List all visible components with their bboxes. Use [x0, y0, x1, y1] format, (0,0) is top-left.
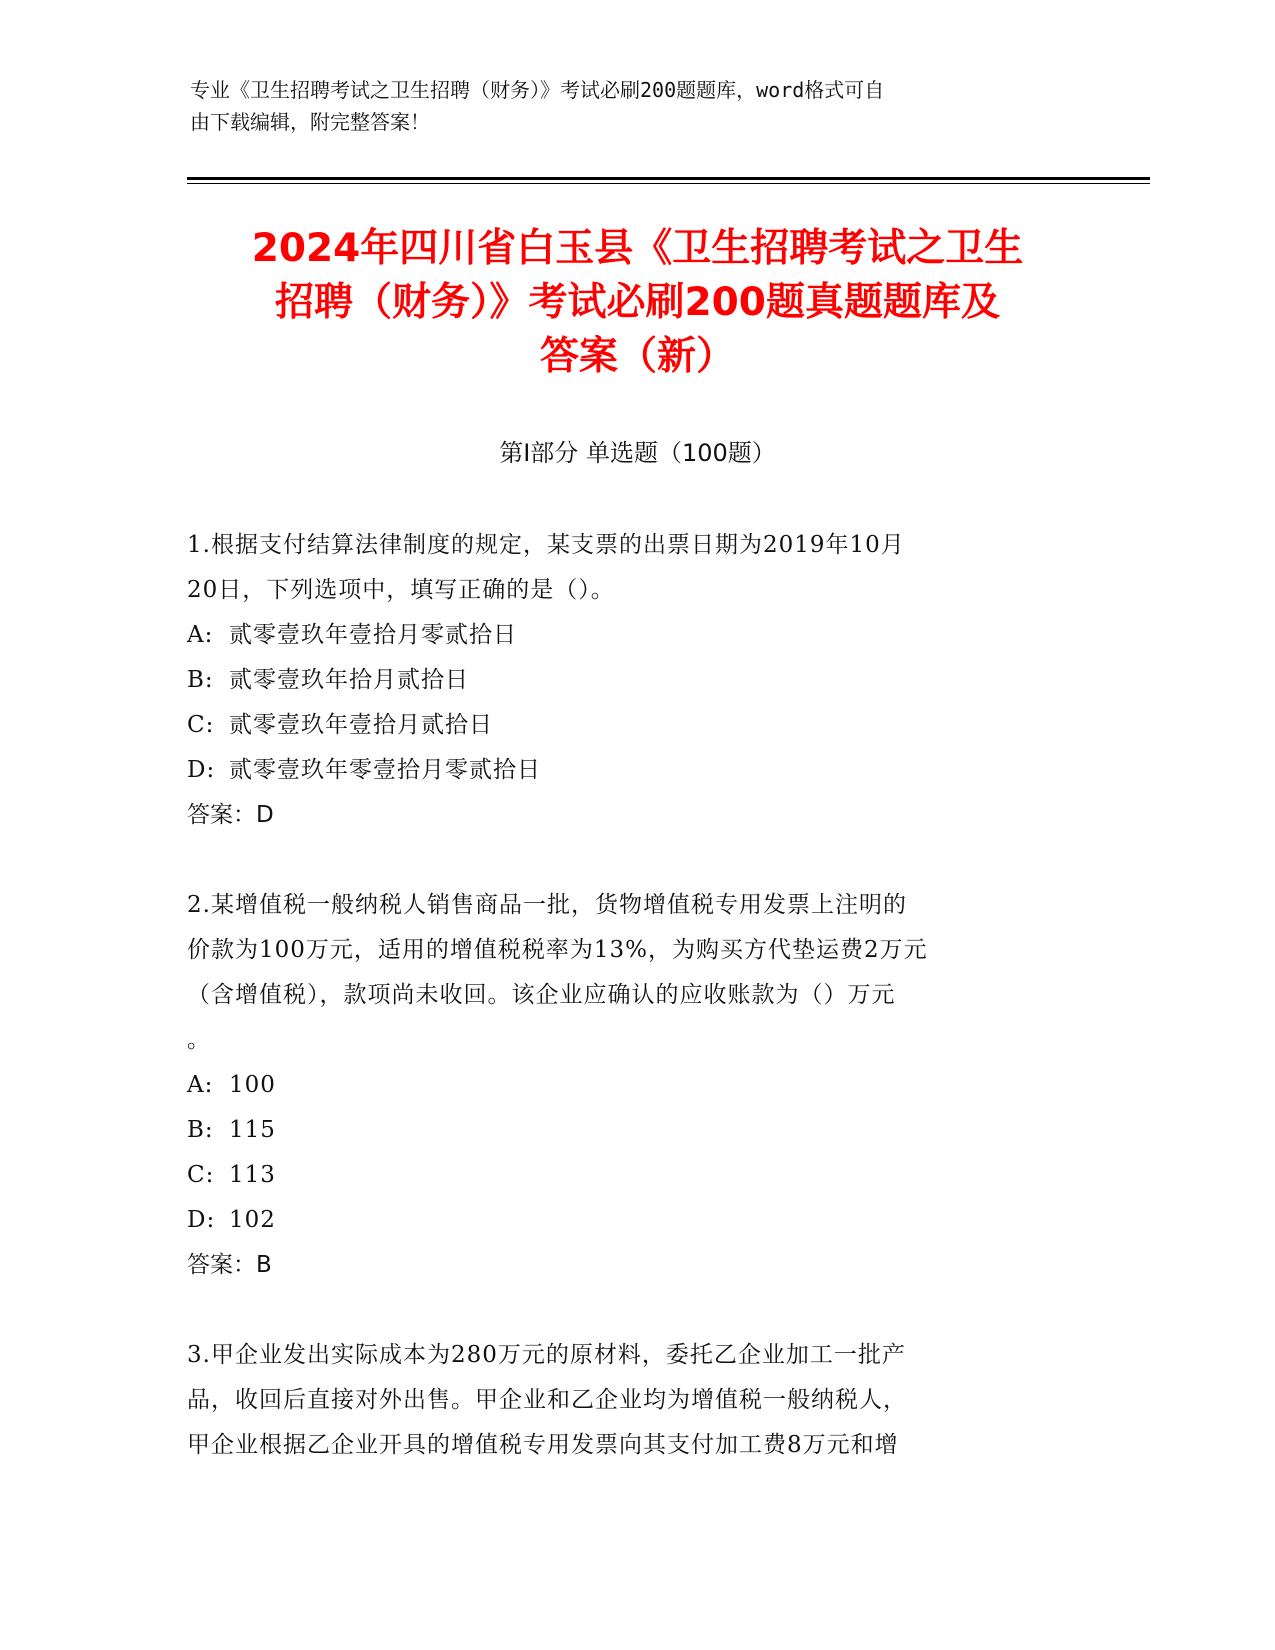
option-label: C: [187, 1162, 215, 1188]
question-1 [187, 523, 1087, 838]
question-text-line: 。 [187, 1027, 211, 1053]
option-text: 100 [229, 1072, 276, 1098]
title-line: 招聘（财务）》考试必刷200题真题题库及 [275, 280, 1000, 325]
option-b [187, 1108, 1087, 1153]
question-text-line: 3.甲企业发出实际成本为280万元的原材料，委托乙企业加工一批产 [187, 1342, 906, 1368]
intro-paragraph [190, 74, 1070, 138]
option-text: 贰零壹玖年零壹拾月零贰拾日 [229, 757, 541, 783]
option-c [187, 703, 1087, 748]
question-text-line: 20日，下列选项中，填写正确的是（）。 [187, 577, 615, 603]
option-text: 贰零壹玖年壹拾月零贰拾日 [229, 622, 517, 648]
question-3 [187, 1333, 1087, 1468]
option-d [187, 1198, 1087, 1243]
question-text-line: 品，收回后直接对外出售。甲企业和乙企业均为增值税一般纳税人， [187, 1387, 907, 1413]
option-b [187, 658, 1087, 703]
option-label: A: [187, 622, 214, 648]
question-text-line: 1.根据支付结算法律制度的规定，某支票的出票日期为2019年10月 [187, 532, 905, 558]
question-list [187, 523, 1087, 1513]
option-label: D: [187, 1207, 216, 1233]
option-label: C: [187, 712, 215, 738]
option-text: 102 [229, 1207, 276, 1233]
question-text-line: （含增值税），款项尚未收回。该企业应确认的应收账款为（）万元 [187, 982, 896, 1008]
option-text: 贰零壹玖年拾月贰拾日 [229, 667, 469, 693]
header-rule-thin [187, 183, 1150, 184]
section-heading: 第Ⅰ部分 单选题（100题） [499, 439, 776, 467]
option-label: B: [187, 667, 214, 693]
option-text: 115 [229, 1117, 276, 1143]
option-label: B: [187, 1117, 214, 1143]
header-rule-thick [187, 177, 1150, 180]
option-d [187, 748, 1087, 793]
title-line: 2024年四川省白玉县《卫生招聘考试之卫生 [251, 226, 1024, 271]
question-text-line: 价款为100万元，适用的增值税税率为13%，为购买方代垫运费2万元 [187, 937, 928, 963]
intro-line: 由下载编辑，附完整答案！ [190, 110, 430, 134]
option-a [187, 1063, 1087, 1108]
title-line: 答案（新） [539, 334, 735, 379]
option-c [187, 1153, 1087, 1198]
option-label: A: [187, 1072, 214, 1098]
option-text: 113 [229, 1162, 276, 1188]
document-title [150, 222, 1125, 384]
option-label: D: [187, 757, 216, 783]
answer: 答案：D [187, 802, 274, 828]
option-text: 贰零壹玖年壹拾月贰拾日 [229, 712, 493, 738]
question-text-line: 甲企业根据乙企业开具的增值税专用发票向其支付加工费8万元和增 [187, 1432, 899, 1458]
option-a [187, 613, 1087, 658]
intro-line: 专业《卫生招聘考试之卫生招聘（财务）》考试必刷200题题库，word格式可自 [190, 78, 885, 102]
question-2 [187, 883, 1087, 1288]
question-text-line: 2.某增值税一般纳税人销售商品一批，货物增值税专用发票上注明的 [187, 892, 907, 918]
answer: 答案：B [187, 1252, 272, 1278]
